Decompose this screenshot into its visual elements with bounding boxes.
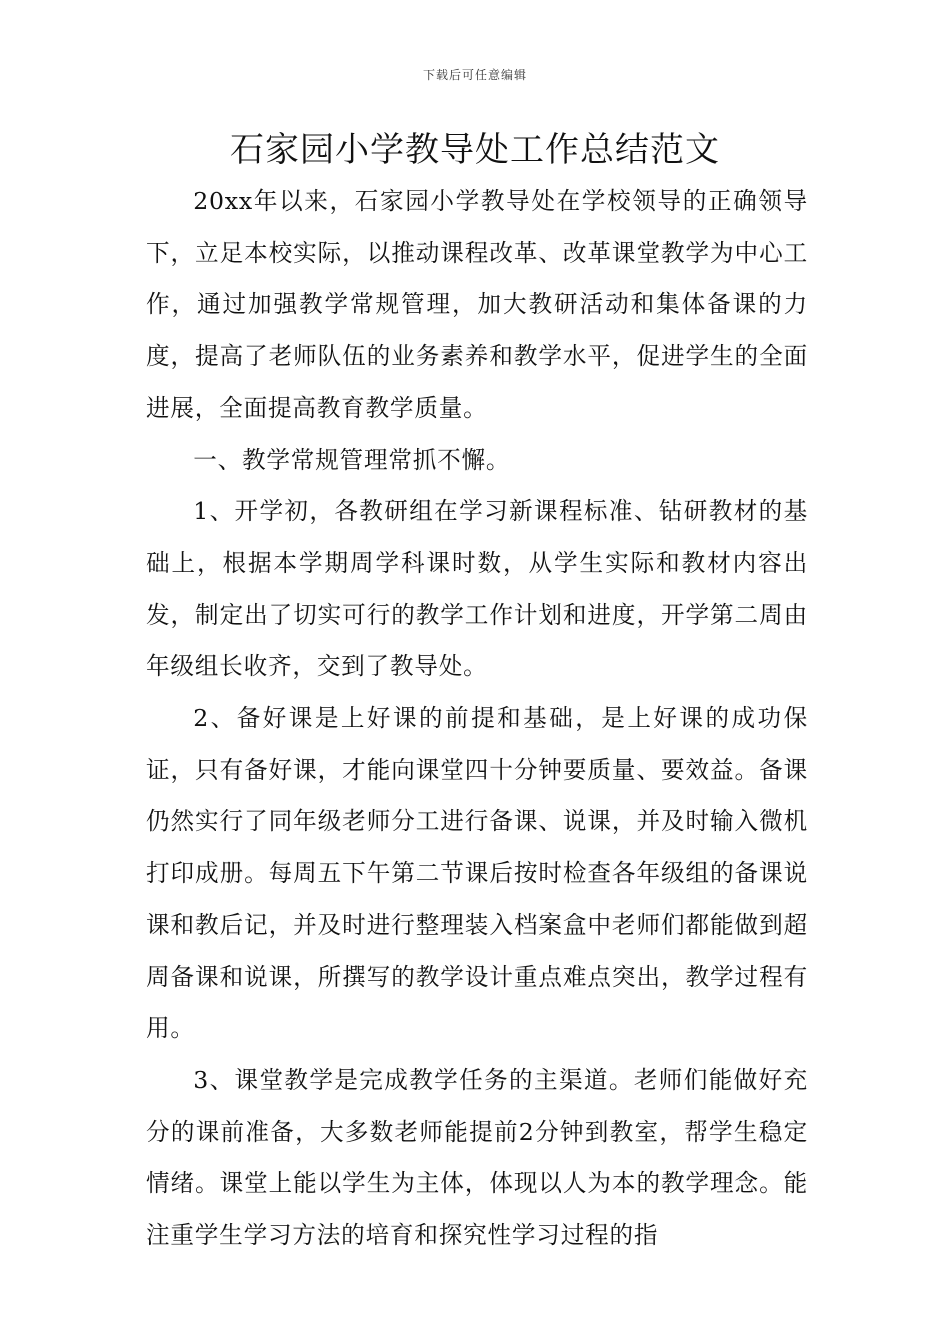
paragraph-item-2: 2、备好课是上好课的前提和基础，是上好课的成功保证，只有备好课，才能向课堂四十分钟要质量、要效益。备课仍然实行了同年级老师分工进行备课、说课，并及时输入微机打印成册。每周五下午第二节课后按时检查各年级组的备课说课和教后记，并及时进行整理装入档案盒中老师们都能做到超周备课和说课，所撰写的教学设计重点难点突出，教学过程有用。 [146, 704, 808, 1043]
section-heading-1: 一、教学常规管理常抓不懈。 [193, 445, 511, 474]
paragraph-item-1: 1、开学初，各教研组在学习新课程标准、钻研教材的基础上，根据本学期周学科课时数，从学生实际和教材内容出发，制定出了切实可行的教学工作计划和进度，开学第二周由年级组长收齐，交到了教导处。 [146, 497, 808, 681]
paragraph-intro: 20xx年以来，石家园小学教导处在学校领导的正确领导下，立足本校实际，以推动课程改革、改革课堂教学为中心工作，通过加强教学常规管理，加大教研活动和集体备课的力度，提高了老师队伍的业务素养和教学水平，促进学生的全面进展，全面提高教育教学质量。 [146, 187, 808, 422]
document-title: 石家园小学教导处工作总结范文 [230, 130, 720, 170]
document-body [146, 176, 808, 1262]
header-note: 下载后可任意编辑 [422, 68, 527, 82]
paragraph-item-3: 3、课堂教学是完成教学任务的主渠道。老师们能做好充分的课前准备，大多数老师能提前2分钟到教室，帮学生稳定情绪。课堂上能以学生为主体，体现以人为本的教学理念。能注重学生学习方法的培育和探究性学习过程的指 [146, 1065, 808, 1250]
